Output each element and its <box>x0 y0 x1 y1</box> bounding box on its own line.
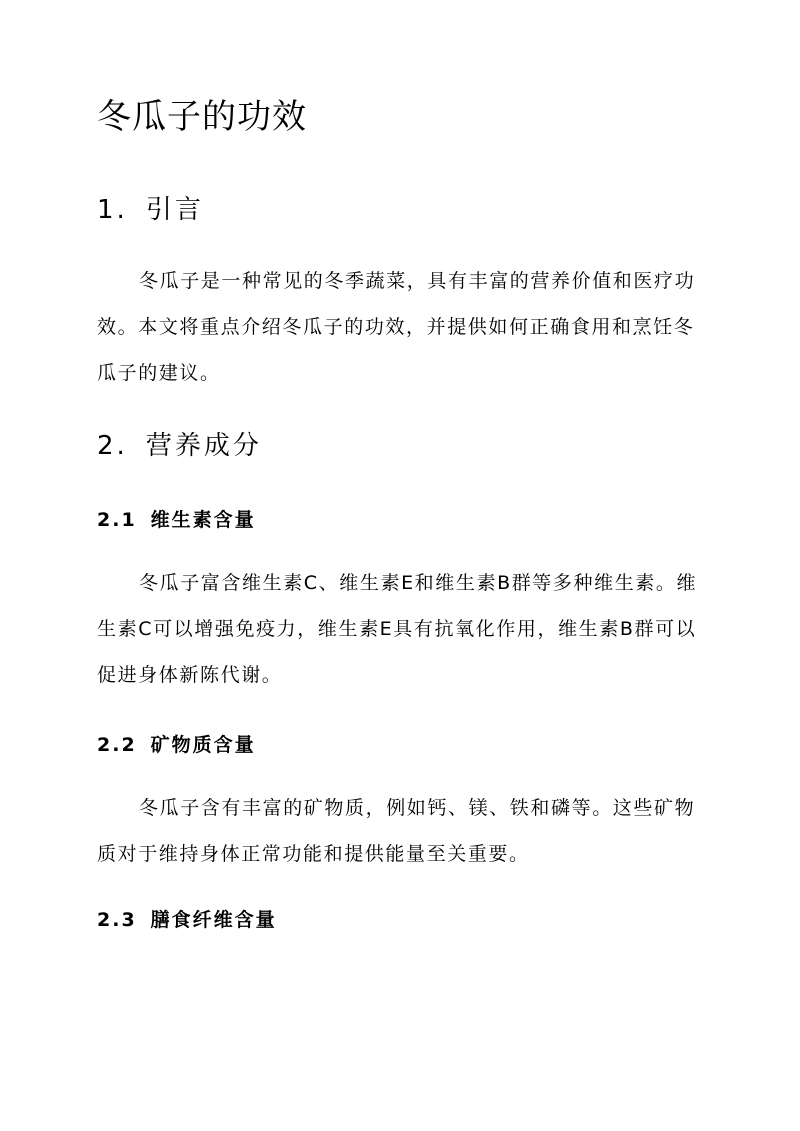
section-heading-nutrition <box>97 428 262 464</box>
subsection-title: 膳食纤维含量 <box>150 909 277 931</box>
section-heading-intro <box>97 192 204 228</box>
intro-paragraph <box>97 258 709 396</box>
paragraph-line: 效。本文将重点介绍冬瓜子的功效，并提供如何正确食用和烹饪冬 <box>97 316 695 338</box>
section-number: 1. <box>97 195 128 225</box>
paragraph-line: 质对于维持身体正常功能和提供能量至关重要。 <box>97 843 530 865</box>
paragraph-line: 瓜子的建议。 <box>97 362 221 384</box>
document-title: 冬瓜子的功效 <box>97 97 307 137</box>
subsection-heading-vitamins <box>97 506 256 534</box>
paragraph-line: 冬瓜子富含维生素C、维生素E和维生素B群等多种维生素。维 <box>139 572 698 594</box>
subsection-number: 2.3 <box>97 909 137 931</box>
subsection-title: 矿物质含量 <box>150 734 256 756</box>
subsection-title: 维生素含量 <box>150 509 256 531</box>
subsection-number: 2.2 <box>97 734 137 756</box>
subsection-heading-fiber <box>97 906 277 934</box>
paragraph-line: 冬瓜子是一种常见的冬季蔬菜，具有丰富的营养价值和医疗功 <box>139 270 696 292</box>
paragraph-line: 促进身体新陈代谢。 <box>97 664 283 686</box>
subsection-heading-minerals <box>97 731 256 759</box>
minerals-paragraph <box>97 785 709 877</box>
paragraph-line: 生素C可以增强免疫力，维生素E具有抗氧化作用，维生素B群可以 <box>97 618 697 640</box>
subsection-number: 2.1 <box>97 509 137 531</box>
section-title: 引言 <box>145 195 204 225</box>
section-title: 营养成分 <box>145 431 262 461</box>
paragraph-line: 冬瓜子含有丰富的矿物质，例如钙、镁、铁和磷等。这些矿物 <box>139 797 696 819</box>
section-number: 2. <box>97 431 128 461</box>
vitamins-paragraph <box>97 560 709 698</box>
